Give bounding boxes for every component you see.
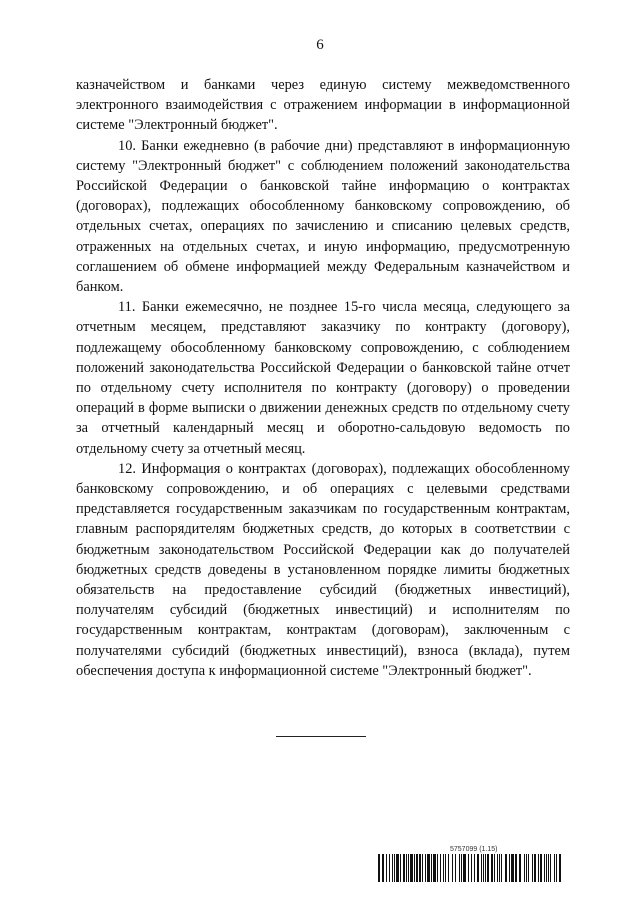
barcode-bar — [422, 854, 423, 882]
barcode-bar — [394, 854, 395, 882]
barcode-bar — [427, 854, 430, 882]
document-body — [76, 75, 570, 681]
barcode-bar — [382, 854, 384, 882]
barcode-bar — [443, 854, 444, 882]
barcode-bar — [494, 854, 495, 882]
end-separator-line — [276, 736, 366, 737]
barcode-bar — [548, 854, 549, 882]
barcode-bar — [505, 854, 507, 882]
barcode-bar — [419, 854, 421, 882]
paragraph-11: 11. Банки ежемесячно, не позднее 15-го числа месяца, следующего за отчетным месяцем, представляют заказчику по контракту (договору), подлежащему обособленному банковскому сопровождению, с соблюдением положений законодательства Российской Федерации о банковской тайне отчет по отдельному счету исполнителя по контракту (договору) о проведении операций в форме выписки о движении денежных средств по отдельному счету за отчетный календарный месяц и оборотно-сальдовую ведомость по отдельному счету за отчетный месяц. — [76, 299, 570, 457]
barcode-icon — [378, 854, 564, 882]
barcode-bar — [546, 854, 547, 882]
barcode-bar — [463, 854, 466, 882]
barcode-bar — [497, 854, 498, 882]
barcode-bar — [461, 854, 462, 882]
barcode-bar — [554, 854, 555, 882]
barcode-bar — [509, 854, 510, 882]
barcode-bar — [501, 854, 502, 882]
barcode-bar — [452, 854, 453, 882]
barcode-bar — [403, 854, 405, 882]
barcode-bar — [408, 854, 409, 882]
barcode-bar — [483, 854, 484, 882]
barcode-bar — [416, 854, 418, 882]
barcode-bar — [511, 854, 514, 882]
barcode-bar — [544, 854, 545, 882]
barcode-bar — [477, 854, 479, 882]
barcode-bar — [481, 854, 482, 882]
barcode-bar — [474, 854, 475, 882]
barcode-bar — [433, 854, 436, 882]
barcode-bar — [540, 854, 542, 882]
barcode-bar — [528, 854, 529, 882]
barcode-bar — [515, 854, 517, 882]
barcode-bar — [389, 854, 390, 882]
barcode-bar — [485, 854, 486, 882]
barcode-bar — [534, 854, 536, 882]
barcode-bar — [410, 854, 413, 882]
barcode-bar — [392, 854, 393, 882]
barcode-label: 5757099 (1.15) — [450, 846, 498, 853]
barcode-bar — [386, 854, 387, 882]
barcode-bar — [414, 854, 415, 882]
barcode-bar — [538, 854, 539, 882]
barcode-bar — [487, 854, 489, 882]
paragraph-10: 10. Банки ежедневно (в рабочие дни) представляют в информационную систему "Электронный бюджет" с соблюдением положений законодательства Российской Федерации о банковской тайне информацию о контрактах (договорах), подлежащих обособленному банковскому сопровождению, об отдельных счетах, операциях по зачислению и списанию целевых средств, отраженных на отдельных счетах, и иную информацию, предусмотренную соглашением об обмене информацией между Федеральным казначейством и банком. — [76, 137, 570, 296]
barcode-bar — [550, 854, 551, 882]
barcode-bar — [378, 854, 380, 882]
barcode-bar — [559, 854, 561, 882]
barcode-bar — [491, 854, 493, 882]
barcode-bar — [437, 854, 438, 882]
barcode-bar — [468, 854, 469, 882]
barcode-bar — [519, 854, 521, 882]
barcode-bar — [459, 854, 460, 882]
barcode-bar — [524, 854, 525, 882]
barcode-bar — [400, 854, 401, 882]
barcode-bar — [445, 854, 446, 882]
barcode-bar — [471, 854, 472, 882]
barcode-bar — [431, 854, 432, 882]
barcode-bar — [406, 854, 407, 882]
barcode-bar — [425, 854, 426, 882]
barcode-bar — [455, 854, 456, 882]
barcode-bar — [448, 854, 449, 882]
barcode-bar — [499, 854, 500, 882]
barcode-bar — [526, 854, 527, 882]
paragraph-continuation: казначейством и банками через единую систему межведомственного электронного взаимодействия с отражением информации в информационной системе "Электронный бюджет". — [76, 77, 570, 134]
barcode-bar — [532, 854, 533, 882]
barcode-bar — [396, 854, 399, 882]
barcode-bar — [556, 854, 557, 882]
paragraph-12: 12. Информация о контрактах (договорах), подлежащих обособленному банковскому сопровождению, и об операциях с целевыми средствами представляется государственным заказчикам по государственным контрактам, главным распорядителям бюджетных средств, до которых в соответствии с бюджетным законодательством Российской Федерации как до получателей бюджетных средств доведены в установленном порядке лимиты бюджетных обязательств на предоставление субсидий (бюджетных инвестиций), получателям субсидий (бюджетных инвестиций) и исполнителям по государственным контрактам, контрактам (договорам), заключенным с получателями субсидий (бюджетных инвестиций), взноса (вклада), путем обеспечения доступа к информационной системе "Электронный бюджет". — [76, 460, 570, 679]
barcode-bar — [440, 854, 441, 882]
page-number: 6 — [316, 37, 324, 53]
